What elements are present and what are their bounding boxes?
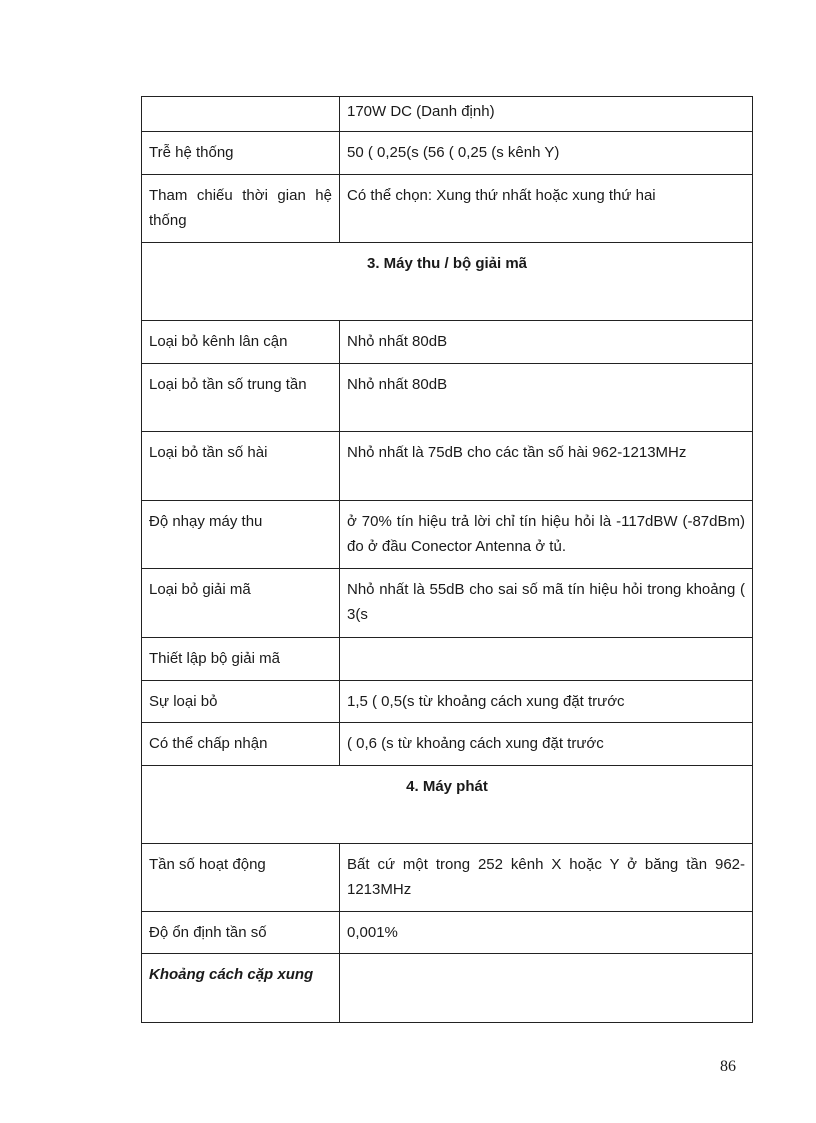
table-row bbox=[142, 954, 753, 1023]
row-value: Bất cứ một trong 252 kênh X hoặc Y ở băng tần 962-1213MHz bbox=[340, 844, 753, 912]
table-row bbox=[142, 844, 753, 912]
row-label: Tần số hoạt động bbox=[142, 844, 340, 912]
row-label: Loại bỏ kênh lân cận bbox=[142, 321, 340, 364]
table-row bbox=[142, 132, 753, 175]
table-row bbox=[142, 723, 753, 766]
row-value: 170W DC (Danh định) bbox=[340, 97, 753, 132]
row-label: Loại bỏ tần số hài bbox=[142, 432, 340, 501]
table-row bbox=[142, 97, 753, 132]
table-row bbox=[142, 912, 753, 954]
row-label: Khoảng cách cặp xung bbox=[142, 954, 340, 1023]
table-row bbox=[142, 501, 753, 569]
row-value: 1,5 ( 0,5(s từ khoảng cách xung đặt trước bbox=[340, 681, 753, 723]
section-heading: 4. Máy phát bbox=[142, 766, 753, 844]
row-value: 50 ( 0,25(s (56 ( 0,25 (s kênh Y) bbox=[340, 132, 753, 175]
row-label bbox=[142, 97, 340, 132]
row-value: Nhỏ nhất là 55dB cho sai số mã tín hiệu hỏi trong khoảng ( 3(s bbox=[340, 569, 753, 638]
section-heading: 3. Máy thu / bộ giải mã bbox=[142, 243, 753, 321]
row-value: Nhỏ nhất là 75dB cho các tần số hài 962-1213MHz bbox=[340, 432, 753, 501]
row-label: Có thể chấp nhận bbox=[142, 723, 340, 766]
row-value: 0,001% bbox=[340, 912, 753, 954]
table-row bbox=[142, 175, 753, 243]
row-label: Thiết lập bộ giải mã bbox=[142, 638, 340, 681]
table-row bbox=[142, 432, 753, 501]
table-row bbox=[142, 681, 753, 723]
row-label: Loại bỏ giải mã bbox=[142, 569, 340, 638]
row-label: Trễ hệ thống bbox=[142, 132, 340, 175]
row-value: Nhỏ nhất 80dB bbox=[340, 364, 753, 432]
row-label: Độ ổn định tần số bbox=[142, 912, 340, 954]
table-row bbox=[142, 321, 753, 364]
row-label: Tham chiếu thời gian hệ thống bbox=[142, 175, 340, 243]
row-value: Nhỏ nhất 80dB bbox=[340, 321, 753, 364]
row-label: Loại bỏ tần số trung tần bbox=[142, 364, 340, 432]
row-label: Sự loại bỏ bbox=[142, 681, 340, 723]
row-value: ở 70% tín hiệu trả lời chỉ tín hiệu hỏi là -117dBW (-87dBm) đo ở đầu Conector Antenna ở tủ. bbox=[340, 501, 753, 569]
page-number: 86 bbox=[720, 1058, 736, 1075]
spec-table bbox=[141, 96, 753, 1023]
row-label: Độ nhạy máy thu bbox=[142, 501, 340, 569]
row-value: Có thể chọn: Xung thứ nhất hoặc xung thứ hai bbox=[340, 175, 753, 243]
section-row bbox=[142, 243, 753, 321]
row-value bbox=[340, 954, 753, 1023]
table-row bbox=[142, 569, 753, 638]
table-row bbox=[142, 638, 753, 681]
table-row bbox=[142, 364, 753, 432]
row-value bbox=[340, 638, 753, 681]
row-value: ( 0,6 (s từ khoảng cách xung đặt trước bbox=[340, 723, 753, 766]
section-row bbox=[142, 766, 753, 844]
